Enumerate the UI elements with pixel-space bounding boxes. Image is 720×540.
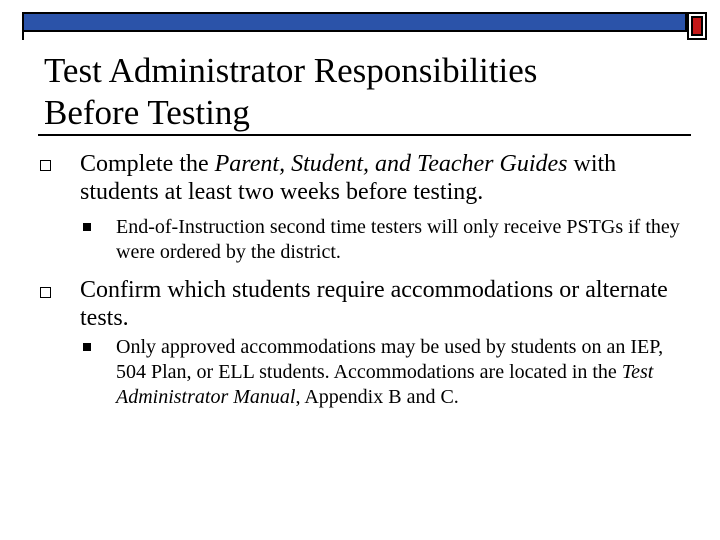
header-bar	[22, 12, 687, 32]
corner-accent	[691, 16, 703, 36]
filled-square-bullet-icon	[83, 223, 91, 231]
title-underline	[38, 134, 691, 136]
title-line-2: Before Testing	[44, 93, 250, 132]
bullet-1-text: Complete the Parent, Student, and Teacher Guides with students at least two weeks before testing.	[80, 151, 617, 205]
filled-square-bullet-icon	[83, 343, 91, 351]
hollow-square-bullet-icon	[40, 160, 51, 171]
sub-bullet-1-text: End-of-Instruction second time testers will only receive PSTGs if they were ordered by the district.	[116, 216, 680, 263]
bullet-2-text: Confirm which students require accommodations or alternate tests.	[80, 277, 668, 331]
left-edge-line	[22, 30, 24, 40]
slide-title	[44, 50, 684, 134]
hollow-square-bullet-icon	[40, 287, 51, 298]
sub-bullet-2-text: Only approved accommodations may be used by students on an IEP, 504 Plan, or ELL students. Accommodations are located in the Test Administrator Manual, Appendix B and C.	[116, 336, 664, 408]
corner-box	[687, 12, 707, 40]
title-line-1: Test Administrator Responsibilities	[44, 51, 538, 90]
